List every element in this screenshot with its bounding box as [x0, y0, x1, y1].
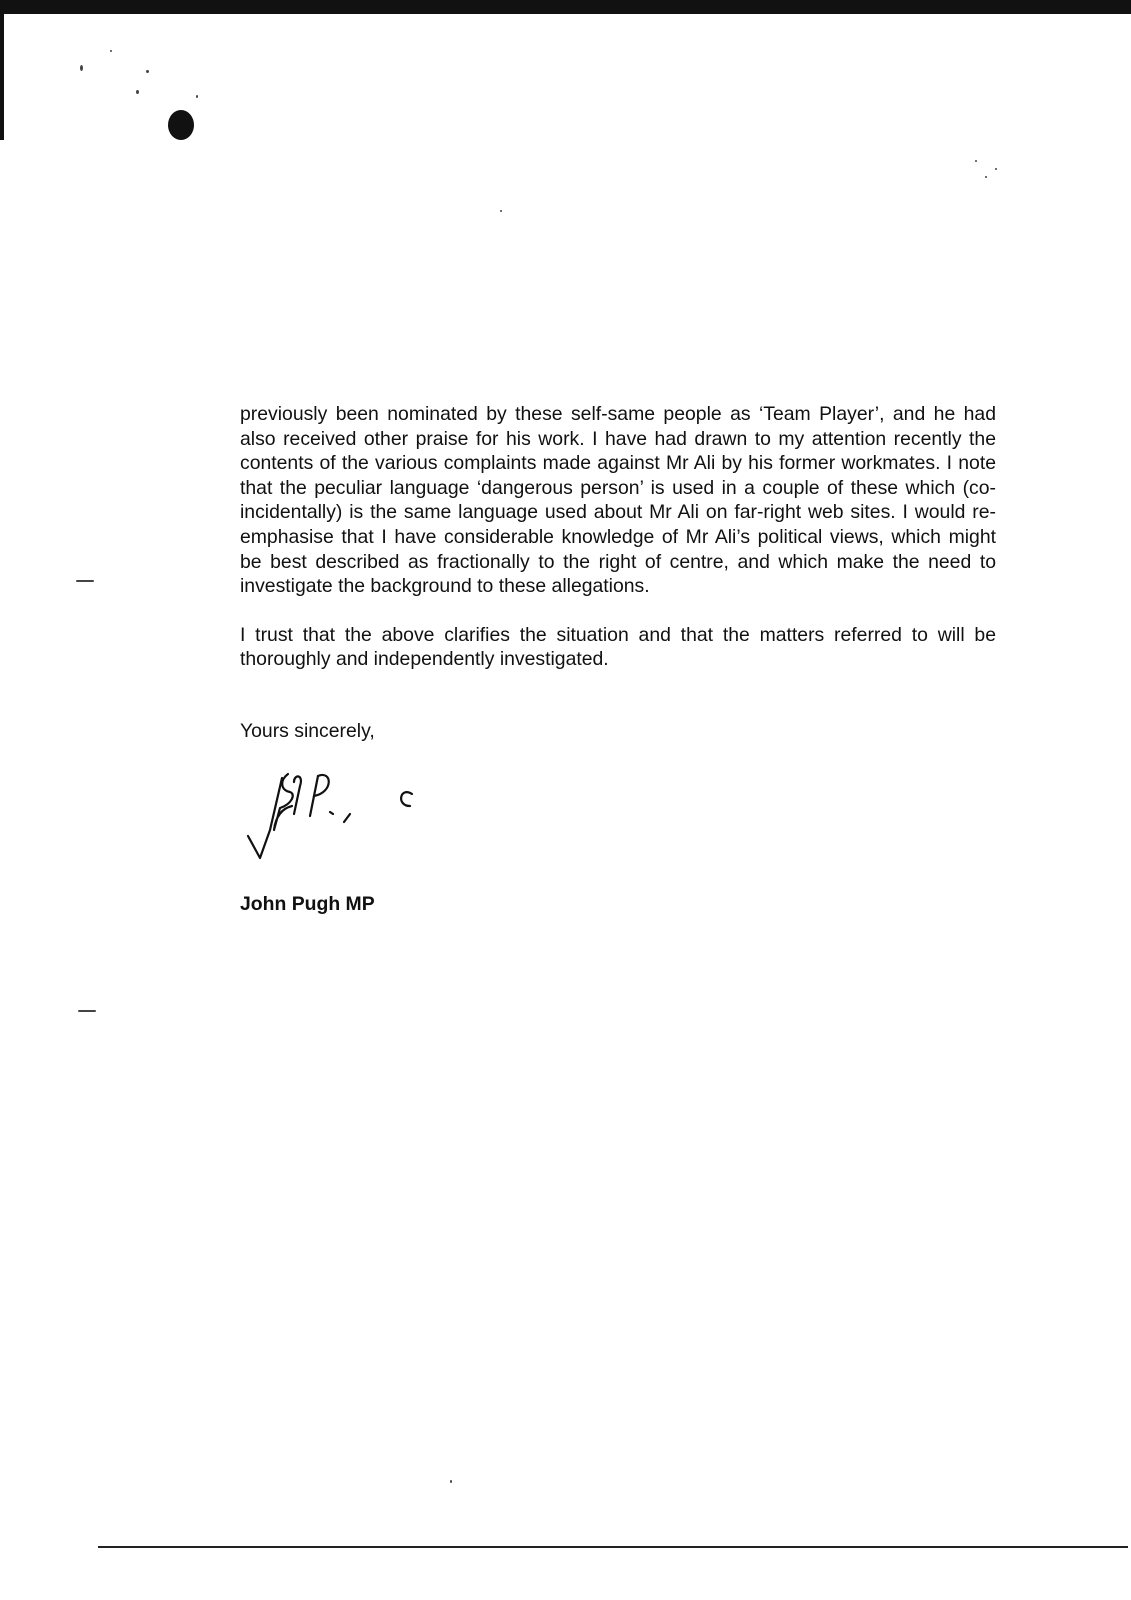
- scan-speck: [196, 95, 198, 98]
- scan-speck: [110, 50, 112, 52]
- hole-punch-mark: [168, 110, 194, 140]
- scan-top-edge: [0, 0, 1131, 14]
- scan-speck: [500, 210, 502, 212]
- signatory-name: John Pugh MP: [240, 893, 375, 915]
- scan-speck: [78, 1010, 96, 1012]
- handwritten-signature: [240, 770, 440, 880]
- scan-speck: [995, 168, 997, 170]
- letter-paragraph: I trust that the above clarifies the situation and that the matters referred to will be thoroughly and independently investigated.: [240, 623, 996, 671]
- footer-rule: [98, 1546, 1128, 1548]
- scan-left-edge: [0, 0, 4, 140]
- letter-body: [240, 402, 996, 696]
- scan-speck: [975, 160, 977, 162]
- letter-paragraph: previously been nominated by these self-same people as ‘Team Player’, and he had also received other praise for his work. I have had drawn to my attention recently the contents of the various complaints made against Mr Ali by his former workmates. I note that the peculiar language ‘dangerous person’ is used in a couple of these which (co-incidentally) is the same language used about Mr Ali on far-right web sites. I would re-emphasise that I have considerable knowledge of Mr Ali’s political views, which might be best described as fractionally to the right of centre, and which make the need to investigate the background to these allegations.: [240, 403, 996, 598]
- scan-speck: [80, 65, 83, 71]
- scan-speck: [450, 1480, 452, 1483]
- scan-speck: [985, 176, 987, 178]
- scan-speck: [76, 580, 94, 582]
- letter-closing: Yours sincerely,: [240, 720, 375, 742]
- scan-speck: [146, 70, 149, 73]
- scan-speck: [136, 90, 139, 94]
